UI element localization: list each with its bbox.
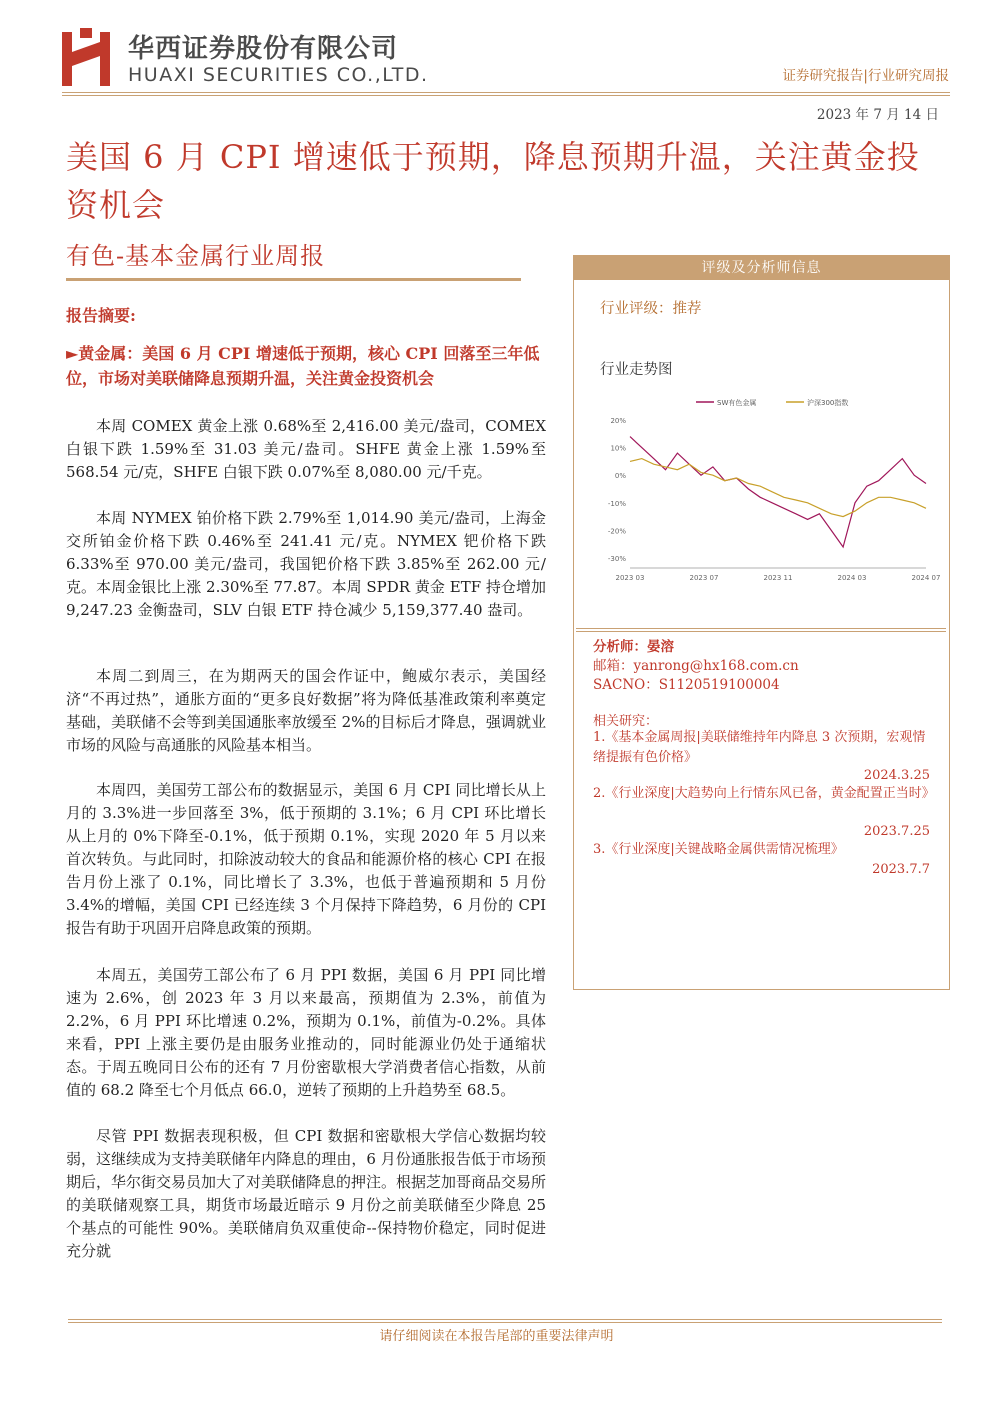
related-research-item[interactable]: 2.《行业深度|大趋势向上行情东风已备，黄金配置正当时》 xyxy=(593,786,935,801)
sidebar-header: 评级及分析师信息 xyxy=(574,256,949,280)
report-title: 美国 6 月 CPI 增速低于预期，降息预期升温，关注黄金投资机会 xyxy=(66,138,920,224)
subtitle-underline xyxy=(66,278,521,281)
related-research-date: 2023.7.7 xyxy=(872,862,930,877)
trend-chart xyxy=(596,390,941,590)
report-date: 2023 年 7 月 14 日 xyxy=(816,107,939,123)
y-tick-label: -10% xyxy=(607,499,626,508)
y-tick-label: -20% xyxy=(607,527,626,536)
analyst-sacno: SACNO：S1120519100004 xyxy=(593,677,780,693)
y-tick-label: 0% xyxy=(614,472,626,481)
x-tick-label: 2023 07 xyxy=(689,574,719,582)
summary-paragraph: 本周 COMEX 黄金上涨 0.68%至 2,416.00 美元/盎司，COMEX 白银下跌 1.59%至 31.03 美元/盎司。SHFE 黄金上涨 1.59%至 568.54 元/克，SHFE 白银下跌 0.07%至 8,080.00 元/千克。 xyxy=(66,417,546,481)
legend-label: 沪深300指数 xyxy=(807,399,849,407)
sidebar-divider xyxy=(576,628,946,629)
related-research-date: 2024.3.25 xyxy=(863,768,930,783)
x-tick-label: 2024 03 xyxy=(837,574,867,582)
related-research-date: 2023.7.25 xyxy=(863,824,930,839)
report-type: 证券研究报告|行业研究周报 xyxy=(782,68,949,84)
header-divider xyxy=(62,95,950,96)
company-name-cn: 华西证券股份有限公司 xyxy=(128,34,399,64)
analyst-name: 分析师：晏溶 xyxy=(593,639,674,655)
industry-rating: 行业评级：推荐 xyxy=(600,301,702,317)
related-research-item[interactable]: 1.《基本金属周报|美联储维持年内降息 3 次预期，宏观情绪提振有色价格》 xyxy=(593,730,926,765)
related-research-item[interactable]: 3.《行业深度|关键战略金属供需情况梳理》 xyxy=(593,842,844,857)
summary-highlight: ►黄金属：美国 6 月 CPI 增速低于预期，核心 CPI 回落至三年低位，市场对美联储降息预期升温，关注黄金投资机会 xyxy=(66,344,540,388)
company-logo-icon xyxy=(62,28,110,86)
summary-paragraph: 尽管 PPI 数据表现积极，但 CPI 数据和密歇根大学信心数据均较弱，这继续成为支持美联储年内降息的理由，6 月份通胀报告低于市场预期后，华尔街交易员加大了对美联储降息的押注。根据芝加哥商品交易所的美联储观察工具，期货市场最近暗示 9 月份之前美联储至少降息 25 个基点的可能性 90%。美联储肩负双重使命--保持物价稳定，同时促进充分就 xyxy=(66,1127,547,1260)
summary-paragraph: 本周二到周三，在为期两天的国会作证中，鲍威尔表示，美国经济“不再过热”，通胀方面的“更多良好数据”将为降低基准政策利率奠定基础，美联储不会等到美国通胀率放缓至 2%的目标后才降息，强调就业市场的风险与高通胀的风险基本相当。 xyxy=(66,667,546,754)
summary-paragraph: 本周 NYMEX 铂价格下跌 2.79%至 1,014.90 美元/盎司，上海金交所铂金价格下跌 0.46%至 241.41 元/克。NYMEX 钯价格下跌 6.33%至 970.00 美元/盎司，我国钯价格下跌 3.85%至 262.00 元/克。本周金银比上涨 2.30%至 77.87。本周 SPDR 黄金 ETF 持仓增加 9,247.23 金衡盎司，SLV 白银 ETF 持仓减少 5,159,377.40 盎司。 xyxy=(66,509,546,619)
x-tick-label: 2023 03 xyxy=(615,574,645,582)
series-line xyxy=(630,459,926,517)
footer-disclaimer: 请仔细阅读在本报告尾部的重要法律声明 xyxy=(379,1329,614,1344)
legend-label: SW有色金属 xyxy=(717,399,757,407)
y-tick-label: 10% xyxy=(610,444,626,453)
footer-divider xyxy=(68,1322,942,1323)
x-tick-label: 2024 07 xyxy=(911,574,941,582)
trend-chart-title: 行业走势图 xyxy=(600,362,673,378)
report-subtitle: 有色-基本金属行业周报 xyxy=(66,242,326,270)
footer-divider xyxy=(68,1319,942,1320)
summary-label: 报告摘要: xyxy=(66,306,136,325)
summary-paragraph: 本周四，美国劳工部公布的数据显示，美国 6 月 CPI 同比增长从上月的 3.3%进一步回落至 3%，低于预期的 3.1%；6 月 CPI 环比增长从上月的 0%下降至-0.1%，低于预期 0.1%，实现 2020 年 5 月以来首次转负。与此同时，扣除波动较大的食品和能源价格的核心 CPI 在报告月份上涨了 0.1%，同比增长了 3.3%，也低于普遍预期和 5 月份 3.4%的增幅，美国 CPI 已经连续 3 个月保持下降趋势，6 月份的 CPI 报告有助于巩固开启降息政策的预期。 xyxy=(66,781,546,937)
analyst-email[interactable]: 邮箱：yanrong@hx168.com.cn xyxy=(593,658,799,674)
company-name-en: HUAXI SECURITIES CO.,LTD. xyxy=(128,64,429,86)
summary-paragraph: 本周五，美国劳工部公布了 6 月 PPI 数据，美国 6 月 PPI 同比增速为 2.6%，创 2023 年 3 月以来最高，预期值为 2.3%，前值为 2.2%，6 月 PPI 环比增速 0.2%，预期为 0.1%，前值为-0.2%。具体来看，PPI 上涨主要仍是由服务业推动的，同时能源业仍处于通缩状态。于周五晚同日公布的还有 7 月份密歇根大学消费者信心指数，从前值的 68.2 降至七个月低点 66.0，逆转了预期的上升趋势至 68.5。 xyxy=(66,966,546,1099)
sidebar-divider xyxy=(576,631,946,632)
y-tick-label: 20% xyxy=(610,417,626,425)
x-tick-label: 2023 11 xyxy=(763,574,793,582)
header-divider xyxy=(62,92,950,93)
series-line xyxy=(630,437,926,547)
y-tick-label: -30% xyxy=(607,555,626,563)
related-research-title: 相关研究： xyxy=(593,714,659,729)
